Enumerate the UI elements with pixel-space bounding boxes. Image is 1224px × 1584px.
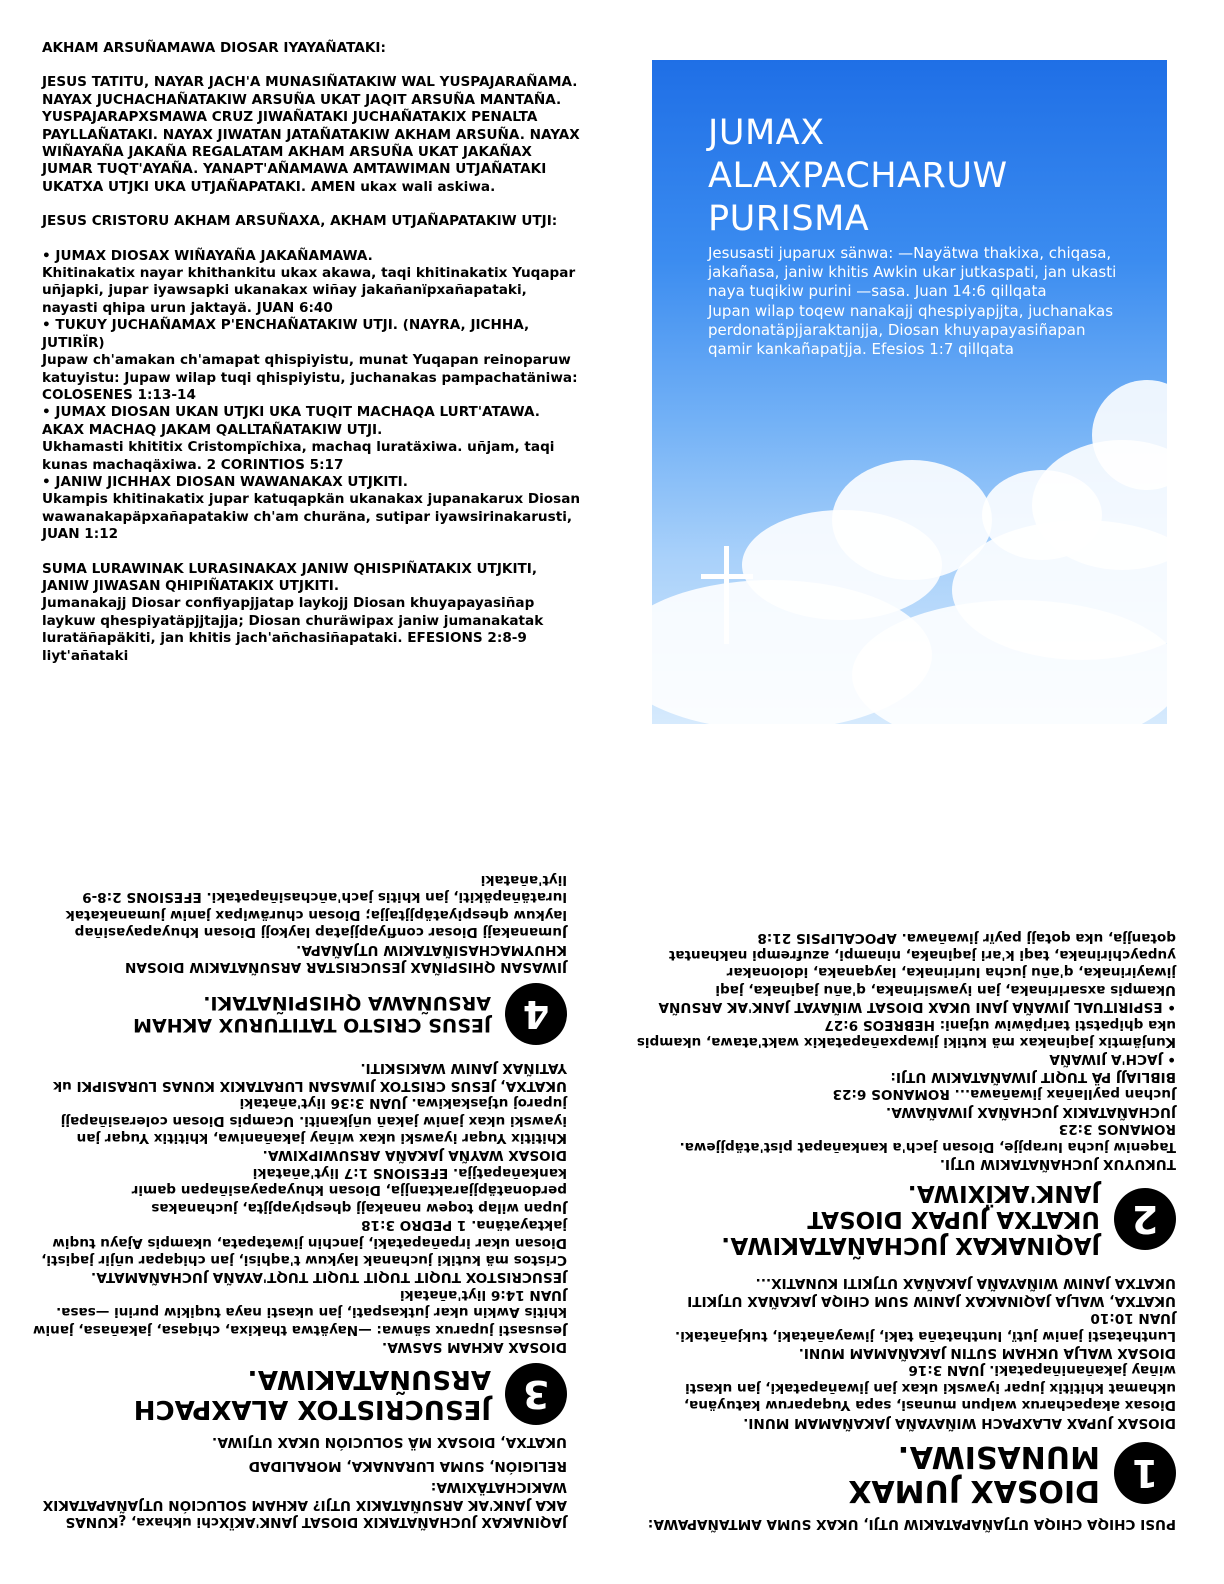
p3-text-1: Jesusasti juparux sänwa: —Nayätwa thakixa, chiqasa, jakañasa, janiw khitis Awkin ukar jutkaspati, jan ukasti naya tuqikiw purini —sasa. JUAN 14:6 liyt'añataki	[32, 1286, 567, 1338]
p1-text-2: Lunthatasti janiw jutï, lunthataña taki, jiwayañataki, tukjañataki. JUAN 10:10	[675, 1310, 1176, 1344]
cover-title: JUMAX ALAXPACHARUW PURISMA	[708, 113, 1008, 239]
cover-panel	[652, 60, 1167, 724]
salvation-title: SUMA LURAWINAK LURASINAKAX JANIW QHISPIÑATAKIX UTJKITI, JANIW JIWASAN QHIPIÑATAKIX UTJKITI.	[42, 560, 538, 594]
bullet-2-title: • TUKUY JUCHAÑAMAX P'ENCHAÑATAKIW UTJI. (NAYRA, JICHHA, JUTIRÏR)	[42, 317, 530, 351]
prayer-panel	[42, 40, 582, 665]
p4-header	[32, 983, 567, 1045]
cover-verse-2: Jupan wilap toqew nanakajj qhespiyapjjta, juchanakas perdonatäpjjaraktanjja, Diosan khuyapayasiñapan qamir kankañapatjja. Efesios 1:7 qillqata	[708, 301, 1114, 359]
p3-text-4: Khititix Yuqar iyawski ukax wiñay jakañaniwa, khititix Yuqar jan iyawski ukax janiw jakañ uñjkaniti. Ucampis Diosan colerasiñapajj juparoj utjaskakiwa. JUAN 3:36 liyt'añataki	[60, 1095, 567, 1147]
p1-sub-2: DIOSAX WALJA UKHAM SUTIN JAKAÑAMAM MUNI.	[798, 1344, 1176, 1361]
number-badge-4: 4	[505, 983, 567, 1045]
panel-points-1-2	[636, 808, 1176, 1532]
bullet-4-title: • JANIW JICHHAX DIOSAN WAWANAKAX UTJKITI.	[42, 473, 408, 490]
p1-intro: PUSI CHIQA CHIQA UTJAÑAPATAKIW UTJI, UKAX SUMA AMTAÑAPAWA:	[647, 1516, 1176, 1532]
p2-heading: JAQINAKAX JUCHAÑATAKIWA. UKATXA JUPAX DIOSAT JANK'AKÏXIWA.	[721, 1179, 1100, 1258]
p1-sub-1: DIOSAX JUPAX ALAXPACH WIÑAYAÑA JAKAÑAMAM MUNI.	[743, 1414, 1176, 1431]
p3-heading: JESUCRISTOX ALAXPACH ARSUÑATAKIWA.	[133, 1363, 491, 1424]
p3-intro: JAQINAKAX JUCHAÑATAKIX DIOSAT JANK'AKÏXchi ukhaxa, ¿KUNAS AKA JANK'AK ARSUÑATAKIX UTJI? AKHAM SOLUCIÓN UTJAÑAPATAKIX WAKICHATÄXIWA:	[42, 1479, 567, 1530]
cross-icon	[724, 546, 729, 644]
p2-bullet-1-text: Kunjämtix jaqinakax mä kutiki jiwapxañapatakix wakt'atawa, ukampis uka qhipatsti taripäwiw utjani: HEBREOS 9:27	[636, 1016, 1176, 1051]
bullet-1-title: • JUMAX DIOSAX WIÑAYAÑA JAKAÑAMAWA.	[42, 247, 373, 264]
p3-text-2: Cristos mä kutiki juchanak laykuw t'aqhisi, jan chiqapar uñjir jaqisti, Diosan ukar irpañapataki, janchin jiwatapata, ukampis Ajayu tuqiw jaktayatäna. 1 PEDRO 3:18	[41, 1217, 567, 1268]
cover-verse-1: Jesusasti juparux sänwa: —Nayätwa thakixa, chiqasa, jakañasa, janiw khitis Awkin ukar jutkaspati, jan ukasti naya tuqikiw purini —sasa. Juan 14:6 qillqata	[708, 244, 1117, 301]
salvation-text: Jumanakajj Diosar confiyapjjatap laykojj Diosan khuyapayasiñap laykuw qhespiyatäpjjtajja; Diosan churäwipax janiw jumanakatak luratäñapäkiti, jan khitis jach'añchasiñapataki. EFESIONS 2:8-9 liyt'añataki	[42, 595, 544, 664]
bullet-2-text: Jupaw ch'amakan ch'amapat qhispiyistu, munat Yuqapan reinoparuw katuyistu: Jupaw wilap tuqi qhispiyistu, juchanakas pampachatäniwa: COLOSENES 1:13-14	[42, 352, 578, 403]
p4-sub-1: JIWASAN QHISPIÑAX JESUCRISTAR ARSUÑATAKIW DIOSAN KHUYMACHASIÑATAKIW UTJAÑAPA.	[124, 941, 567, 976]
p2-bullet-1-title: • JACH'A JIWAÑA	[1049, 1051, 1176, 1068]
number-badge-2: 2	[1114, 1188, 1176, 1250]
p1-header	[636, 1439, 1176, 1507]
bullet-1-text: Khitinakatix nayar khithankitu ukax akawa, taqi khitinakatix Yuqapar uñjapki, jupar iyawsapki ukanakax wiñay jakañanïpxañapataki, nayasti qhipa urun jaktayä. JUAN 6:40	[42, 265, 576, 316]
number-badge-1: 1	[1114, 1442, 1176, 1504]
p1-sub-3: UKATXA, WALJA JAQINAKAX JANIW SUM CHIQA JAKAÑAX UTJKITI UKATXA JANIW WIÑAYAÑA JAKAÑAX UTJKITI KUNATIX...	[687, 1275, 1176, 1309]
p1-text-1: Diosax akapacharux walpun munasi, sapa Yuqaparuw katuyäna, ukhamat khititix jupar iyawski ukax jan jiwañapataki, jan ukasti wiñay jakañaniñapataki. JUAN 3:16	[683, 1362, 1176, 1414]
number-badge-3: 3	[505, 1363, 567, 1425]
p3-sub-3: DIOSAX WAYÑA JAKAÑA ARSUWIPXIWA.	[262, 1147, 567, 1164]
p2-text-1: Taqeniw jucha lurapjje, Diosan jach'a kankañapat pist'atäpjjewa. ROMANOS 3:23	[679, 1121, 1176, 1155]
p4-heading: JESUS CRISTO TATITURUX AKHAM ARSUÑAWA QHISPIÑATAKI.	[133, 992, 491, 1037]
p2-bullet-2-title: • ESPIRITUAL JIWAÑA JANI UKAX DIOSAT WIÑAYAT JANK'AK ARSUÑA	[658, 999, 1176, 1016]
p2-sub-2: JUCHAÑATAKIX JUCHAÑAX JIWAÑAWA.	[885, 1103, 1176, 1120]
cover-verses	[708, 244, 1118, 359]
p3-text-5: UKATXA, JESUS CRISTOX JIWASAN LURATAKIX KUNAS LURASIPKI uk YATIÑAX JANIW WAKISKITI.	[53, 1060, 567, 1094]
p1-heading: DIOSAX JUMAX MUNASIWA.	[848, 1438, 1100, 1508]
p3-text-3: Jupan wilap toqew nanakajj qhespiyapjjta, juchanakas perdonatäpjjaraktanjja, Diosan khuyapayasiñapan qamir kankañapatjja. EFESIONS 1:7 liyt'añataki	[131, 1164, 567, 1216]
p2-header	[636, 1180, 1176, 1258]
prayer-heading: AKHAM ARSUÑAMAWA DIOSAR IYAYAÑATAKI:	[42, 40, 386, 56]
prayer-tail: ukax wali askiwa.	[355, 178, 496, 195]
p2-sub-3: BIBLIAJJ PÄ TUQIT JIWAÑATAKIW UTJI:	[890, 1068, 1176, 1085]
p2-sub-1: TUKUYUX JUCHAÑATAKIW UTJI.	[939, 1155, 1176, 1172]
p3-false-ways: RELIGIÓN, SUMA LURANAKA, MORALIDAD	[248, 1457, 567, 1474]
p3-note: UKATXA, DIOSAX MÄ SOLUCIÓN UKAX UTJIWA.	[212, 1434, 567, 1451]
p2-bullet-2-text: Ukampis axsaririnaka, jan iyawsirinaka, q'añu jaqinaka, jaqi jiwayirinaka, q'añu jucha luririnaka, layqanaka, idolonakar yupaychirinaka, taqi k'ari jaqinaka, ninampi, azufrempi nakhantat qotanjja, uka qotajj payïr jiwañawa. APOCALIPSIS 21:8	[668, 929, 1176, 998]
p4-text-1: Jumanakajj Diosar confiyapjjatap laykojj Diosan khuyapayasiñap laykuw qhespiyatäpjjtajja; Diosan churäwipax janiw jumanakatak luratäñapäkiti, jan khitis jach'añchasiñapataki. EFESIONS 2:8-9 liyt'añataki	[65, 872, 567, 941]
p2-text-2: Juchan payllañax jiwañawa... ROMANOS 6:23	[832, 1086, 1176, 1103]
bullet-3-title: • JUMAX DIOSAN UKAN UTJKI UKA TUQIT MACHAQA LURT'ATAWA. AKAX MACHAQ JAKAM QALLTAÑATAKIW UTJI.	[42, 404, 540, 438]
prayer-text	[42, 74, 582, 196]
panel-points-3-4	[32, 800, 567, 1530]
bullet-4-text: Ukampis khitinakatix jupar katuqapkän ukanakax jupanakarux Diosan wawanakapäpxañapatakiw ch'am churäna, sutipar iyawsirinakarusti, JUAN 1:12	[42, 491, 581, 543]
prayer-body: JESUS TATITU, NAYAR JACH'A MUNASIÑATAKIW WAL YUSPAJARAÑAMA. NAYAX JUCHACHAÑATAKIW ARSUÑA UKAT JAQIT ARSUÑA MANTAÑA. YUSPAJARAPXSMAWA CRUZ JIWAÑATAKI JUCHAÑATAKIX PENALTA PAYLLAÑATAKI. NAYAX JIWATAN JATAÑATAKIW AKHAM ARSUÑA. NAYAX WIÑAYAÑA JAKAÑA REGALATAM AKHAM ARSUÑA UKAT JAKAÑAX JUMAR TUQT'AYAÑA. YANAPT'AÑAMAWA AMTAWIMAN UTJAÑATAKI UKATXA UTJKI UKA UTJAÑAPATAKI. AMEN	[42, 74, 580, 195]
p3-sub-2: JESUCRISTOX TUQIT TUQIT TUQIT TUQT'AYAÑA JUCHAÑAMATA.	[90, 1269, 567, 1286]
results-heading: JESUS CRISTORU AKHAM ARSUÑAXA, AKHAM UTJAÑAPATAKIW UTJI:	[42, 213, 558, 230]
bullet-3-text: Ukhamasti khititix Cristompïchixa, machaq luratäxiwa. uñjam, taqi kunas machaqäxiwa. 2 CORINTIOS 5:17	[42, 439, 555, 473]
p3-sub-1: DIOSAX AKHAM SASWA.	[381, 1338, 567, 1355]
p3-header	[32, 1363, 567, 1425]
